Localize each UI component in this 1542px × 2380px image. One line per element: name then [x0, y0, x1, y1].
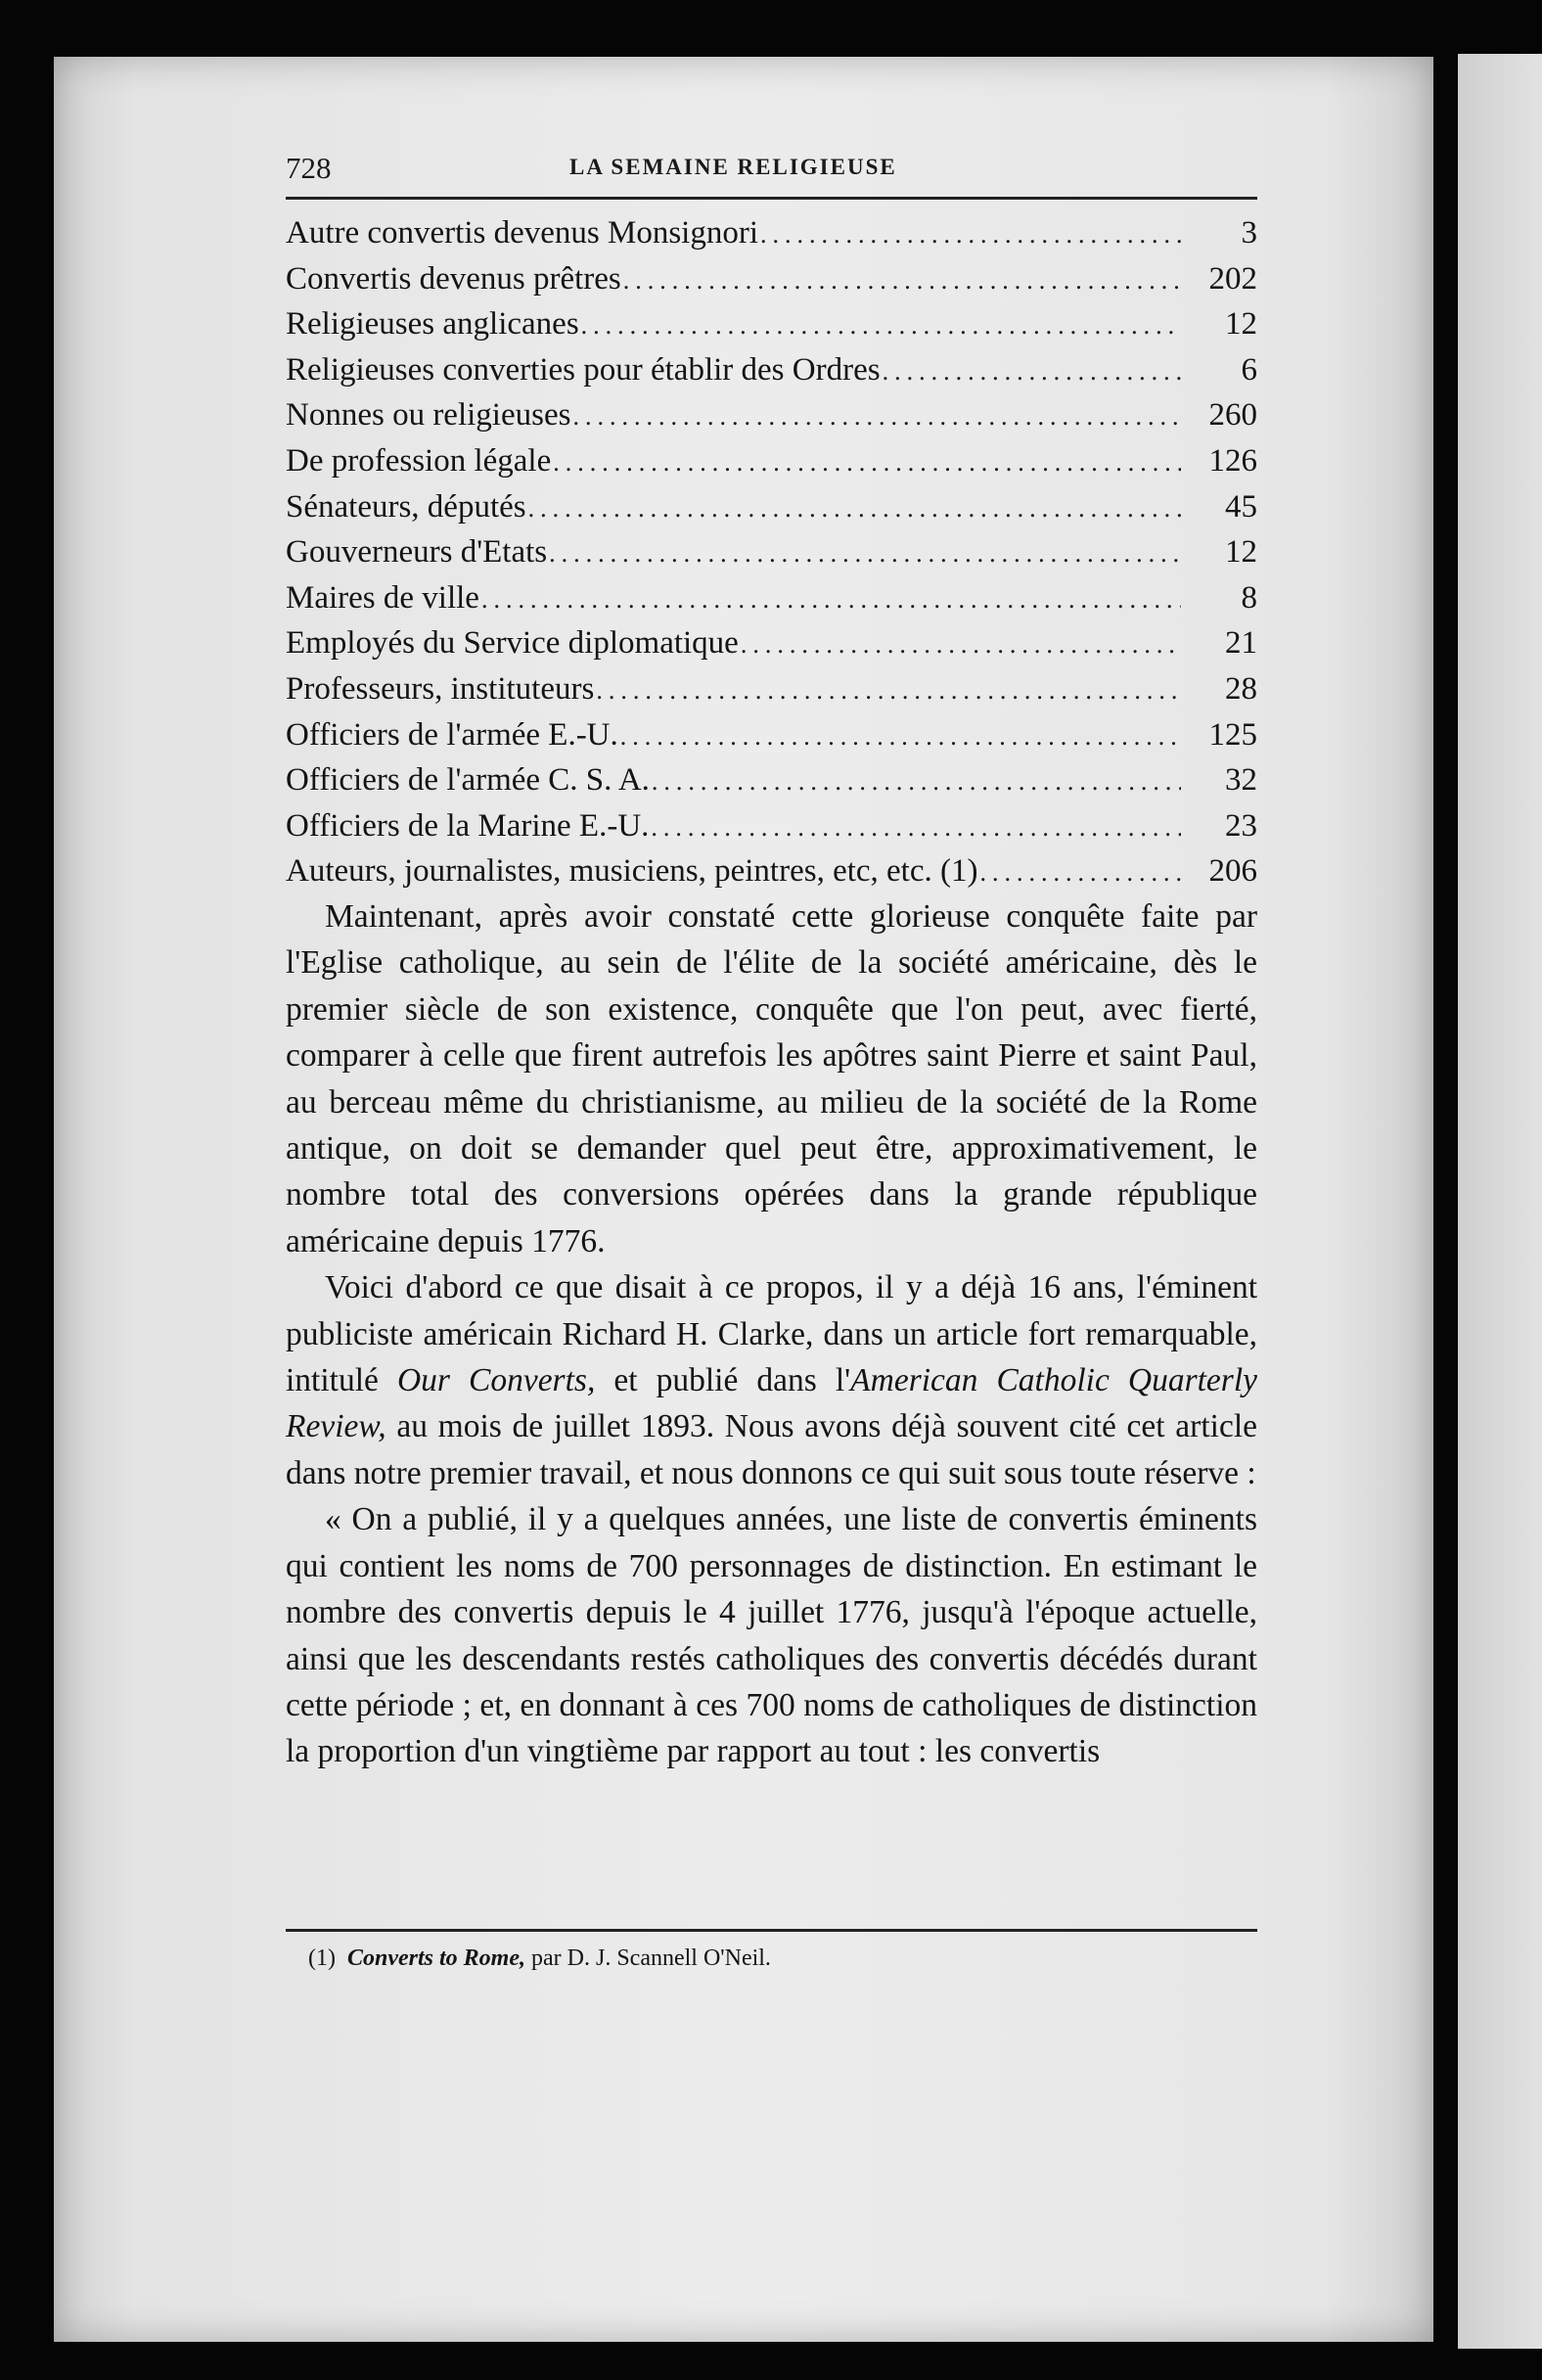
stat-row [286, 625, 1257, 671]
page-number: 728 [286, 151, 332, 185]
stat-label: Gouverneurs d'Etats [286, 534, 548, 571]
leader-dots [596, 676, 1181, 706]
stat-value: 260 [1208, 397, 1257, 434]
stat-row [286, 534, 1257, 580]
text-run: au mois de juillet 1893. Nous avons déjà souvent cité cet article dans notre premier travail, et nous donnons ce qui suit sous toute réserve : [286, 1408, 1257, 1491]
leader-dots [623, 266, 1181, 296]
page-header [286, 147, 1254, 194]
leader-dots [652, 767, 1181, 797]
stat-label: De profession légale [286, 442, 552, 479]
stat-label: Nonnes ou religieuses [286, 397, 571, 434]
leader-dots [572, 402, 1181, 432]
leader-dots [549, 539, 1181, 569]
stat-label: Auteurs, journalistes, musiciens, peintres, etc, etc. (1) [286, 853, 978, 890]
stat-row [286, 762, 1257, 808]
stat-value: 125 [1208, 716, 1257, 753]
stat-value: 126 [1208, 442, 1257, 479]
statistics-list [286, 215, 1257, 899]
paragraph: Maintenant, après avoir constaté cette glorieuse conquête faite par l'Eglise catholique, au sein de l'élite de la société américaine, dès le premier siècle de son existence, conquête que l'on peut, avec fierté, comparer à celle que firent autrefois les apôtres saint Pierre et saint Paul, au berceau même du christianisme, au milieu de la société de la Rome antique, on doit se demander quel peut être, approximativement, le nombre total des conversions opérées dans la grande république américaine depuis 1776. [286, 898, 1257, 1259]
journal-title: American Catholic Quarterly Review, [286, 1362, 1257, 1445]
stat-value: 28 [1225, 670, 1257, 707]
paragraph: « On a publié, il y a quelques années, une liste de convertis éminents qui contient les noms de 700 personnages de distinction. En estimant le nombre des convertis depuis le 4 juillet 1776, jusqu'à l'époque actuelle, ainsi que les descendants restés catholiques des convertis décédés durant cette période ; et, en donnant à ces 700 noms de catholiques de distinction la proportion d'un vingtième par rapport au tout : les convertis [286, 1501, 1257, 1770]
leader-dots [760, 220, 1181, 250]
leader-dots [481, 585, 1181, 615]
leader-dots [553, 448, 1181, 478]
stat-value: 21 [1225, 625, 1257, 662]
leader-dots [883, 357, 1181, 387]
stat-row [286, 580, 1257, 626]
footnote-text: par D. J. Scannell O'Neil. [525, 1945, 771, 1971]
stat-value: 12 [1225, 306, 1257, 343]
stat-label: Employés du Service diplomatique [286, 625, 739, 662]
leader-dots [741, 630, 1181, 660]
stat-row [286, 853, 1257, 899]
leader-dots [528, 494, 1181, 524]
stat-value: 202 [1208, 260, 1257, 297]
stat-label: Officiers de la Marine E.-U. [286, 807, 650, 844]
stat-row [286, 215, 1257, 261]
stat-row [286, 306, 1257, 352]
leader-dots [620, 722, 1181, 752]
stat-row [286, 352, 1257, 398]
text-run: Voici d'abord ce que disait à ce propos, il y a déjà 16 ans, l'éminent publiciste américain Richard H. Clarke, dans un article fort remarquable, intitulé [286, 1269, 1257, 1399]
leader-dots [581, 311, 1181, 341]
stat-value: 23 [1225, 807, 1257, 844]
stat-label: Religieuses anglicanes [286, 306, 579, 343]
footnote-mark: (1) [308, 1945, 336, 1971]
stat-row [286, 717, 1257, 763]
journal-title: Our Converts, [396, 1362, 596, 1399]
stat-row [286, 808, 1257, 854]
stat-value: 206 [1208, 853, 1257, 890]
footnote-title: Converts to Rome, [346, 1945, 525, 1971]
stat-label: Convertis devenus prêtres [286, 260, 621, 297]
stat-value: 6 [1241, 351, 1257, 388]
stat-value: 32 [1225, 762, 1257, 799]
stat-label: Maires de ville [286, 579, 479, 616]
footnote [308, 1945, 771, 1972]
stat-label: Officiers de l'armée C. S. A. [286, 762, 650, 799]
leader-dots [651, 813, 1181, 843]
stat-row [286, 397, 1257, 443]
stat-label: Professeurs, instituteurs [286, 670, 595, 707]
leader-dots [979, 858, 1181, 888]
stat-value: 8 [1241, 579, 1257, 616]
stat-value: 12 [1225, 534, 1257, 571]
stat-label: Autre convertis devenus Monsignori [286, 215, 758, 251]
stat-row [286, 261, 1257, 307]
footnote-rule [286, 1929, 1257, 1932]
running-title: LA SEMAINE RELIGIEUSE [569, 155, 897, 179]
paragraph [286, 1264, 1257, 1496]
text-run: et publié dans l' [595, 1362, 851, 1399]
stat-row [286, 443, 1257, 489]
stat-row [286, 489, 1257, 535]
header-rule [286, 197, 1257, 200]
stat-label: Sénateurs, députés [286, 488, 526, 525]
stat-value: 45 [1225, 488, 1257, 525]
stat-label: Officiers de l'armée E.-U. [286, 716, 618, 753]
stat-row [286, 671, 1257, 717]
adjacent-page-edge [1458, 54, 1542, 2349]
body-text [286, 893, 1257, 1775]
stat-label: Religieuses converties pour établir des Ordres [286, 351, 881, 388]
stat-value: 3 [1241, 215, 1257, 251]
